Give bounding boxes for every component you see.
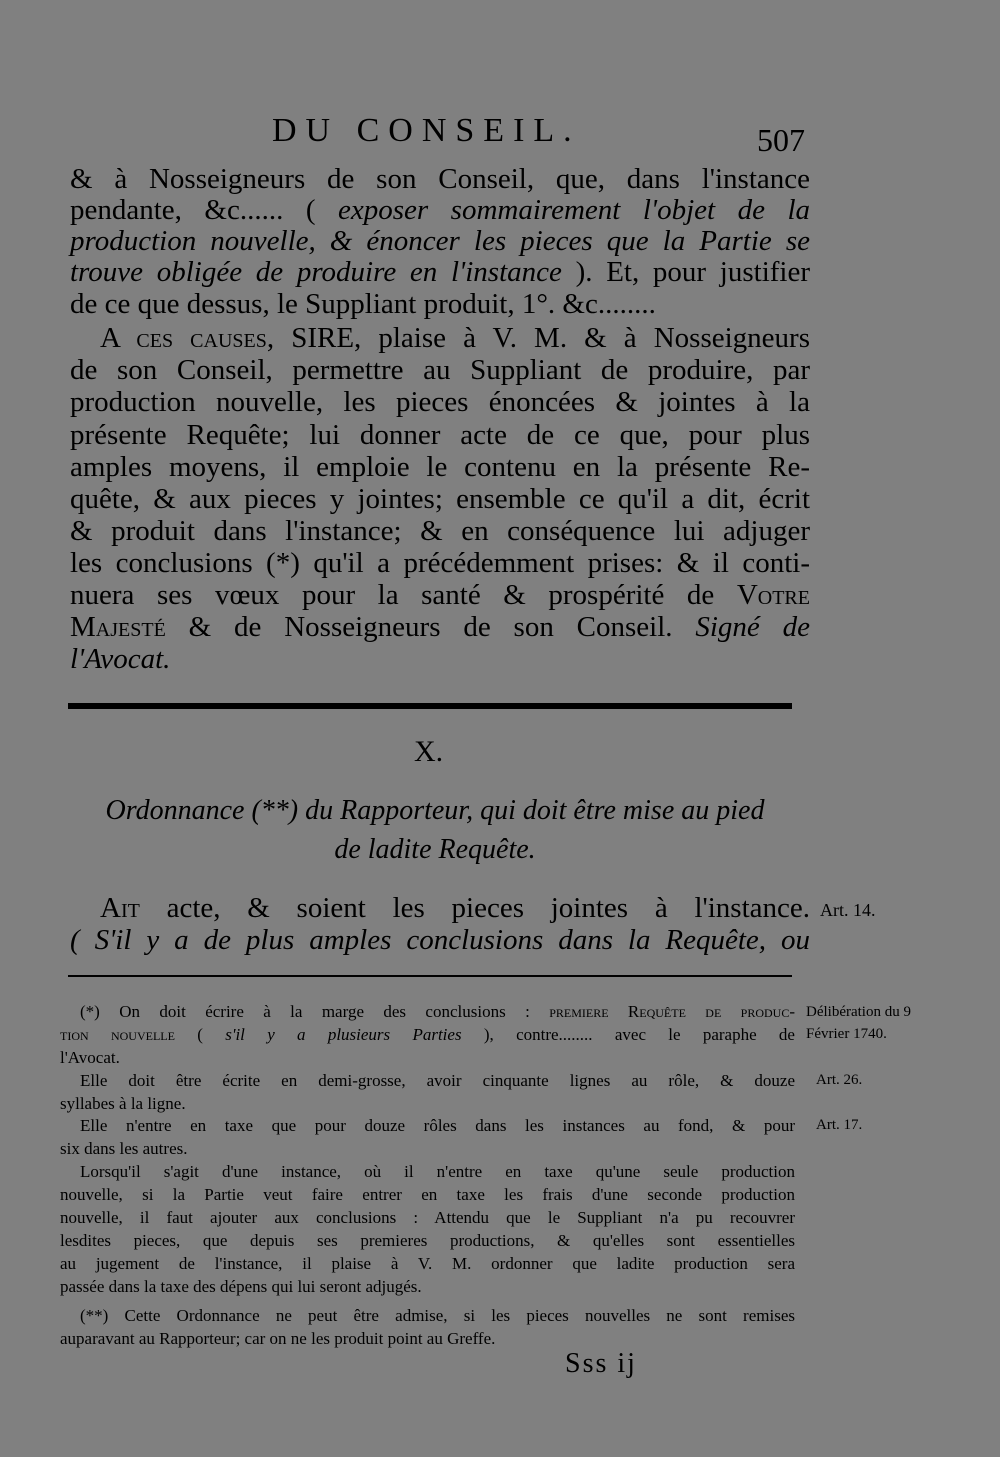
text-line: production nouvelle, les pieces énoncées & jointes à la [70,386,810,418]
footnote-line: Elle doit être écrite en demi-grosse, avoir cinquante lignes au rôle, & douze [80,1071,795,1090]
footnote-line: Elle n'entre en taxe que pour douze rôles dans les instances au fond, & pour [80,1116,795,1135]
footnote-line: nouvelle, il faut ajouter aux conclusions : Attendu que le Suppliant n'a pu recouvrer [60,1208,795,1227]
text-line: amples moyens, il emploie le contenu en la présente Re- [70,451,810,483]
text-line: pendante, &c...... ( exposer sommairement l'objet de la [70,194,811,226]
footnote-line: six dans les autres. [60,1139,188,1158]
margin-note: Art. 26. [816,1072,863,1088]
margin-note: Art. 14. [820,900,876,920]
page-number: 507 [757,122,805,158]
text-line: & à Nosseigneurs de son Conseil, que, dans l'instance [70,163,810,195]
footnote-line: tion nouvelle ( s'il y a plusieurs Parties ), contre........ avec le paraphe de [60,1025,795,1044]
text-line: ( S'il y a de plus amples conclusions dans la Requête, ou [70,924,810,956]
text-line: l'Avocat. [70,643,171,675]
footnote-line: auparavant au Rapporteur; car on ne les produit point au Greffe. [60,1329,496,1348]
margin-note: Février 1740. [806,1026,887,1042]
footnote-line: lesdites pieces, que depuis ses premieres productions, & qu'elles sont essentielles [60,1231,795,1250]
margin-note: Art. 17. [816,1117,863,1133]
footnote-line: syllabes à la ligne. [60,1094,186,1113]
text-line: présente Requête; lui donner acte de ce que, pour plus [70,419,810,451]
footnote-line: nouvelle, si la Partie veut faire entrer en taxe les frais d'une seconde production [60,1185,795,1204]
section-title: Ordonnance (**) du Rapporteur, qui doit être mise au pied [105,795,765,826]
footnote-line: Lorsqu'il s'agit d'une instance, où il n'entre en taxe qu'une seule production [80,1162,795,1181]
text-line: production nouvelle, & énoncer les pieces que la Partie se [70,225,810,257]
signature-mark: Sss ij [565,1348,637,1379]
section-number: X. [414,735,444,768]
text-line: de ce que dessus, le Suppliant produit, 1°. &c........ [70,288,656,320]
footnote-line: (**) Cette Ordonnance ne peut être admise, si les pieces nouvelles ne sont remises [80,1306,795,1325]
footnote-line: l'Avocat. [60,1048,120,1067]
running-header: DU CONSEIL. [272,112,581,149]
text-line: A ces causes, SIRE, plaise à V. M. & à Nosseigneurs [100,322,810,354]
text-line: Majesté & de Nosseigneurs de son Conseil. Signé de [70,611,811,643]
footnote-divider [68,975,792,977]
text-line: trouve obligée de produire en l'instance ). Et, pour justifier [70,256,810,288]
text-line: & produit dans l'instance; & en conséquence lui adjuger [70,515,810,547]
footnote-line: (*) On doit écrire à la marge des conclusions : premiere Requête de produc- [80,1002,795,1021]
text-line: de son Conseil, permettre au Suppliant de produire, par [70,354,810,386]
text-line: quête, & aux pieces y jointes; ensemble ce qu'il a dit, écrit [70,483,810,515]
text-line: nuera ses vœux pour la santé & prospérité de Votre [70,579,810,611]
section-divider [68,703,792,709]
footnote-line: au jugement de l'instance, il plaise à V. M. ordonner que ladite production sera [60,1254,795,1273]
footnote-line: passée dans la taxe des dépens qui lui seront adjugés. [60,1277,422,1296]
text-line: Ait acte, & soient les pieces jointes à l'instance. [100,892,810,924]
margin-note: Délibération du 9 [806,1004,911,1020]
section-title: de ladite Requête. [334,834,536,865]
text-line: les conclusions (*) qu'il a précédemment prises: & il conti- [70,547,810,579]
